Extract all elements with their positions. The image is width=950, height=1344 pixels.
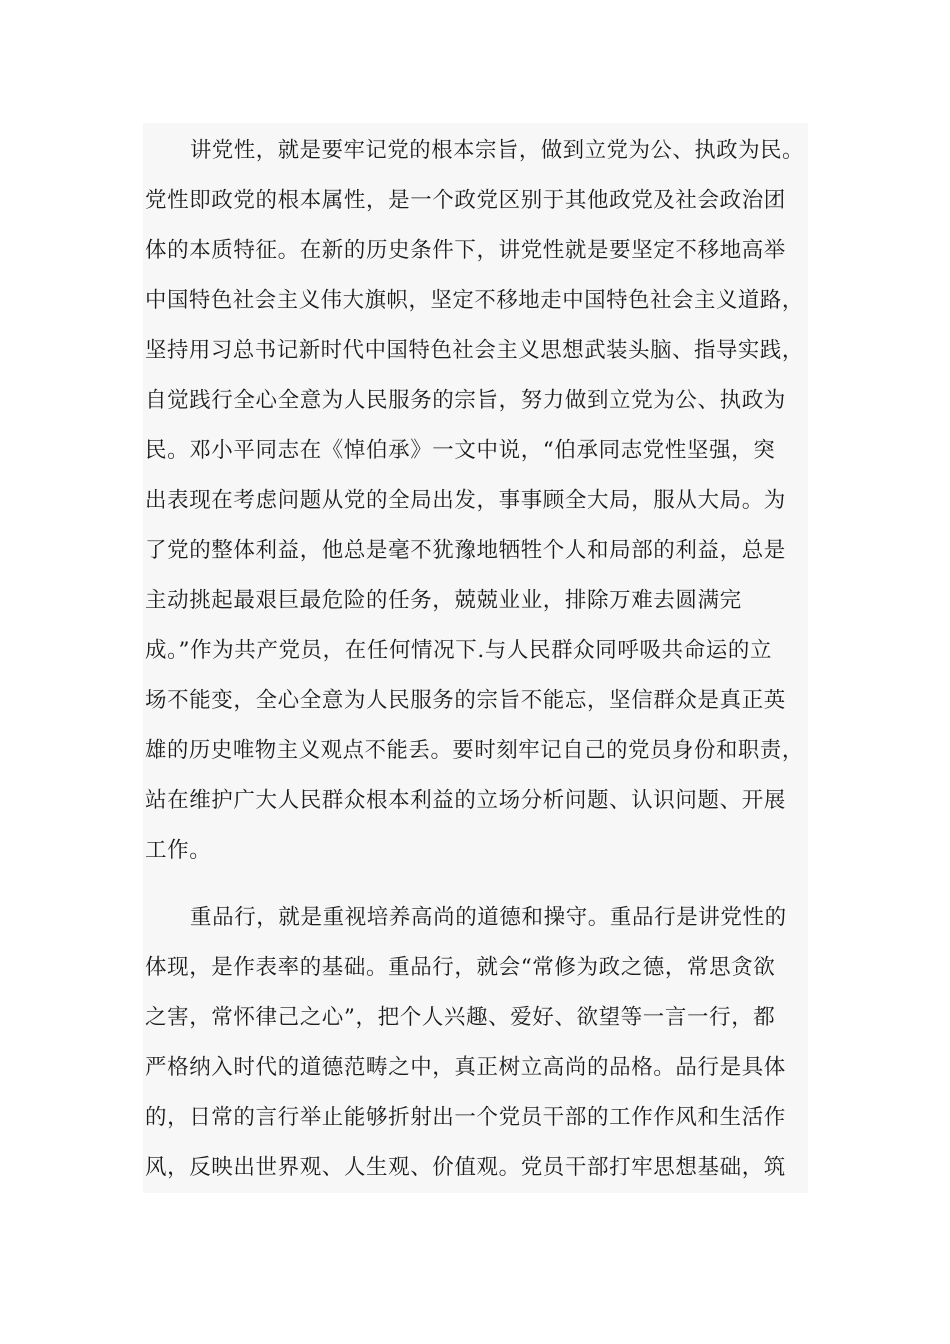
- paragraph-1-line-6: 自觉践行全心全意为人民服务的宗旨，努力做到立党为公、执政为: [145, 388, 786, 413]
- paragraph-1-line-4: 中国特色社会主义伟大旗帜，坚定不移地走中国特色社会主义道路，: [145, 288, 804, 313]
- paragraph-1-line-2: 党性即政党的根本属性，是一个政党区别于其他政党及社会政治团: [145, 188, 786, 213]
- paragraph-2-line-1: 重品行，就是重视培养高尚的道德和操守。重品行是讲党性的: [190, 905, 787, 930]
- paragraph-1-line-7: 民。邓小平同志在《悼伯承》一文中说，“伯承同志党性坚强，突: [145, 438, 776, 463]
- paragraph-1-line-15: 工作。: [145, 838, 212, 863]
- paragraph-1-line-13: 雄的历史唯物主义观点不能丢。要时刻牢记自己的党员身份和职责，: [145, 738, 804, 763]
- paragraph-2-line-3: 之害，常怀律己之心”，把个人兴趣、爱好、欲望等一言一行，都: [145, 1005, 776, 1030]
- paragraph-1-line-9: 了党的整体利益，他总是毫不犹豫地牺牲个人和局部的利益，总是: [145, 538, 786, 563]
- paragraph-1-line-3: 体的本质特征。在新的历史条件下，讲党性就是要坚定不移地高举: [145, 238, 786, 263]
- paragraph-2-line-5: 的，日常的言行举止能够折射出一个党员干部的工作作风和生活作: [145, 1105, 786, 1130]
- paragraph-1-line-10: 主动挑起最艰巨最危险的任务，兢兢业业，排除万难去圆满完: [145, 588, 742, 613]
- paragraph-2-line-4: 严格纳入时代的道德范畴之中，真正树立高尚的品格。品行是具体: [145, 1055, 786, 1080]
- paragraph-1-line-11: 成。”作为共产党员，在任何情况下.与人民群众同呼吸共命运的立: [145, 638, 773, 663]
- paragraph-2-line-6: 风，反映出世界观、人生观、价值观。党员干部打牢思想基础，筑: [145, 1155, 786, 1180]
- paragraph-1-line-14: 站在维护广大人民群众根本利益的立场分析问题、认识问题、开展: [145, 788, 786, 813]
- paragraph-1-line-1: 讲党性，就是要牢记党的根本宗旨，做到立党为公、执政为民。: [190, 138, 804, 163]
- paragraph-2-line-2: 体现，是作表率的基础。重品行，就会“常修为政之德，常思贪欲: [145, 955, 776, 980]
- text-block: [143, 123, 808, 1193]
- paragraph-1-line-12: 场不能变，全心全意为人民服务的宗旨不能忘，坚信群众是真正英: [145, 688, 786, 713]
- paragraph-1-line-8: 出表现在考虑问题从党的全局出发，事事顾全大局，服从大局。为: [145, 488, 786, 513]
- paragraph-1-line-5: 坚持用习总书记新时代中国特色社会主义思想武装头脑、指导实践，: [145, 338, 804, 363]
